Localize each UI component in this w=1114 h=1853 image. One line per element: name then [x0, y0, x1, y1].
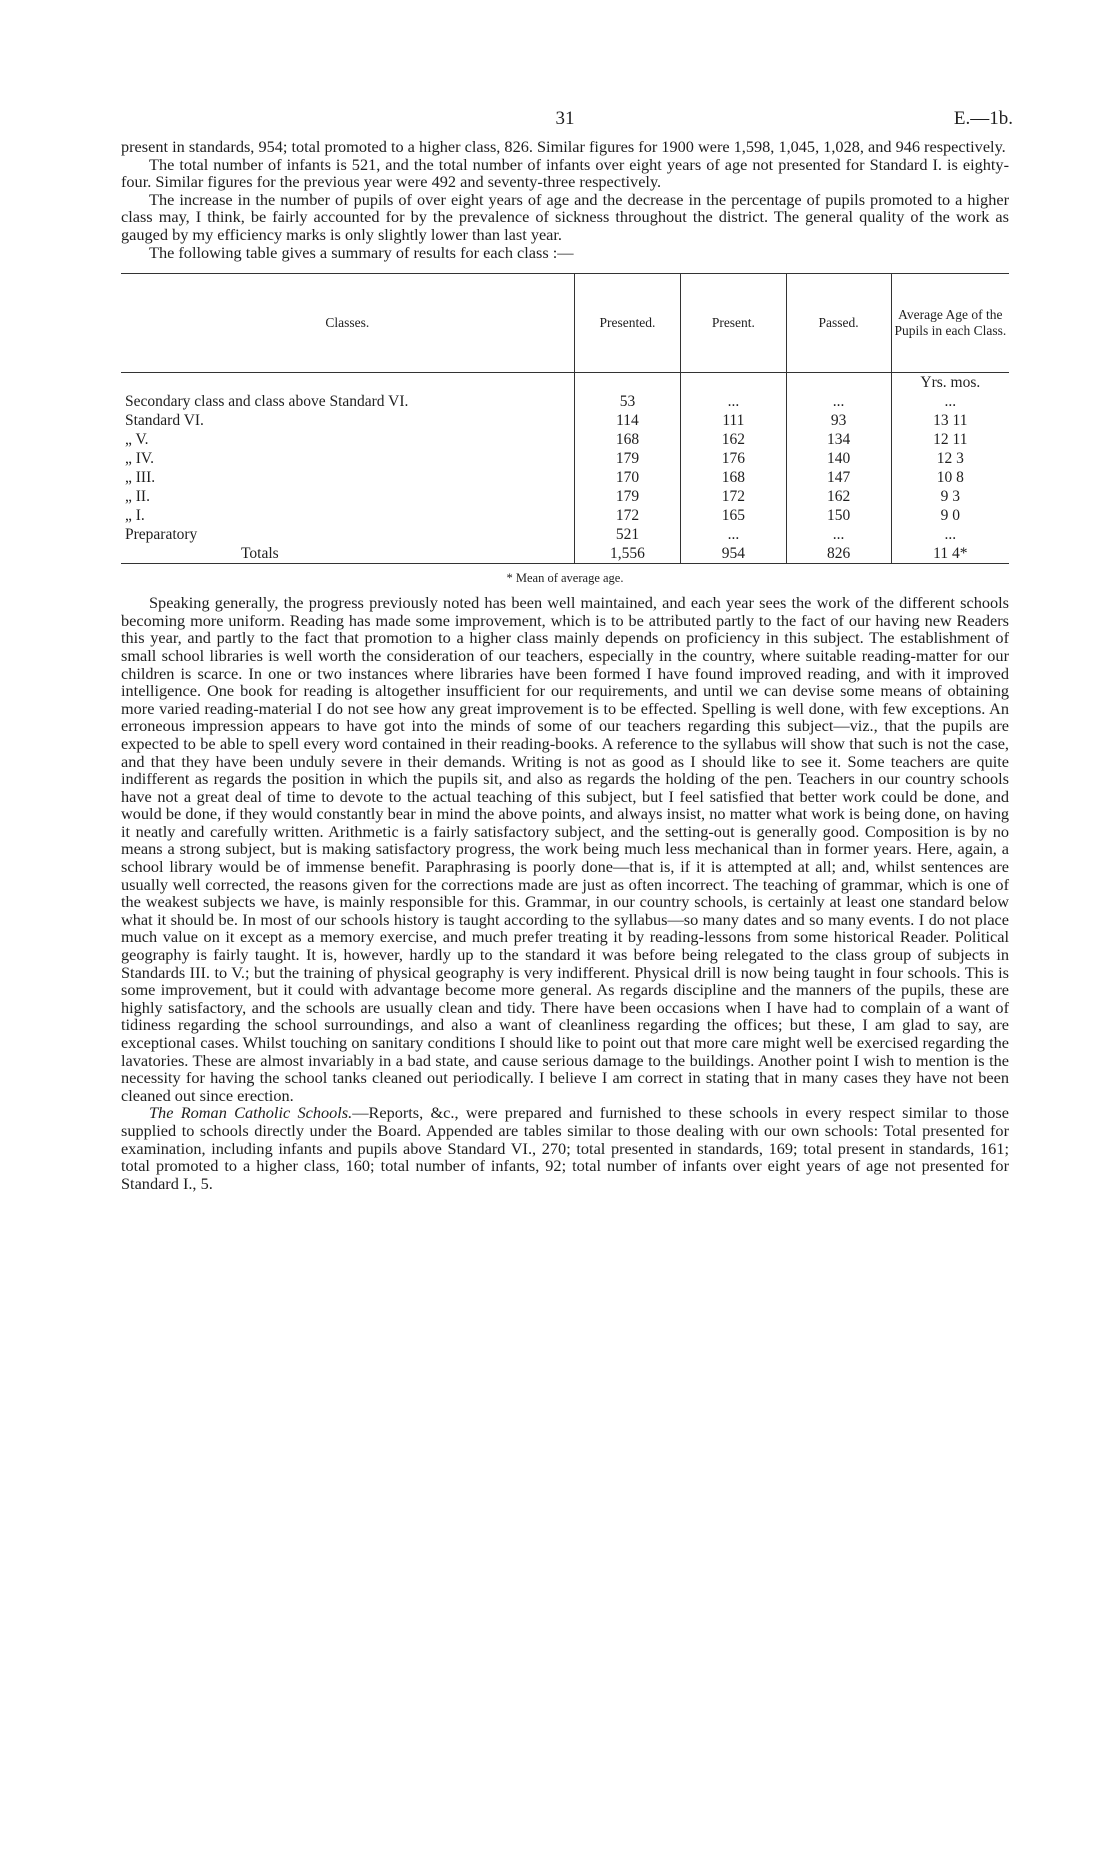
intro-paragraph-3: The increase in the number of pupils of over eight years of age and the decrease in the percentage of pupils promoted to a higher class may, I think, be fairly accounted for by the prevalence of sickness throughout the district. The general quality of the work as gauged by my efficiency marks is only slightly lower than last year. — [121, 189, 1009, 244]
cell-passed: 140 — [786, 449, 891, 468]
cell-passed: ... — [786, 392, 891, 411]
header-average-age: Average Age of the Pupils in each Class. — [891, 274, 1009, 373]
table-header-row — [121, 274, 1009, 373]
table-row — [121, 525, 1009, 544]
cell-age: 12 11 — [891, 430, 1009, 449]
cell-passed: 93 — [786, 411, 891, 430]
row-label: „ IV. — [125, 450, 154, 468]
intro-paragraph-2: The total number of infants is 521, and the total number of infants over eight years of age not presented for Standard I. is eighty-four. Similar figures for the previous year were 492 and seventy-three respectively. — [121, 154, 1009, 192]
roman-catholic-text: —Reports, &c., were prepared and furnished to these schools in every respect similar to those supplied to schools directly under the Board. Appended are tables similar to those dealing with our own schools: Total presented for examination, including infants and pupils above Standard VI., 270; total presented in standards, 169; total present in standards, 161; total promoted to a higher class, 160; total number of infants, 92; total number of infants over eight years of age not presented for Standard I., 5. — [121, 1103, 1009, 1193]
cell-present: ... — [681, 525, 786, 544]
cell-presented: 168 — [574, 430, 680, 449]
results-table — [121, 273, 1009, 564]
cell-present: 172 — [681, 487, 786, 506]
header-present: Present. — [681, 274, 786, 373]
cell-passed: 134 — [786, 430, 891, 449]
totals-row — [121, 544, 1009, 564]
cell-passed: ... — [786, 525, 891, 544]
cell-age: 12 3 — [891, 449, 1009, 468]
roman-catholic-heading: The Roman Catholic Schools. — [149, 1103, 353, 1123]
cell-present: 168 — [681, 468, 786, 487]
cell-age: 10 8 — [891, 468, 1009, 487]
cell-present: 176 — [681, 449, 786, 468]
total-age: 11 4* — [891, 544, 1009, 564]
row-label: „ I. — [125, 507, 145, 525]
table-row — [121, 487, 1009, 506]
table-row — [121, 392, 1009, 411]
total-presented: 1,556 — [574, 544, 680, 564]
cell-age: ... — [891, 392, 1009, 411]
age-units: Yrs. mos. — [891, 373, 1009, 393]
cell-presented: 179 — [574, 487, 680, 506]
table-row — [121, 506, 1009, 525]
cell-age: 9 3 — [891, 487, 1009, 506]
total-present: 954 — [681, 544, 786, 564]
cell-presented: 170 — [574, 468, 680, 487]
cell-passed: 147 — [786, 468, 891, 487]
table-row — [121, 411, 1009, 430]
table-footnote: * Mean of average age. — [506, 571, 624, 586]
header-classes: Classes. — [121, 274, 574, 373]
body-paragraph: Speaking generally, the progress previously noted has been well maintained, and each year sees the work of the different schools becoming more uniform. Reading has made some improvement, which is to be attributed partly to the fact of our having new Readers this year, and partly to the fact that promotion to a higher class mainly depends on proficiency in this subject. The establishment of small school libraries is well worth the consideration of our teachers, especially in the country, where suitable reading-matter for our children is scarce. In one or two instances where libraries have been formed I have found improved reading, and with it improved intelligence. One book for reading is altogether insufficient for our requirements, and until we can devise some means of obtaining more varied reading-material I do not see how any great improvement is to be effected. Spelling is well done, with few exceptions. An erroneous impression appears to have got into the minds of some of our teachers regarding this subject—viz., that the pupils are expected to be able to spell every word contained in their reading-books. A reference to the syllabus will show that such is not the case, and that they have been unduly severe in their demands. Writing is not as good as I should like to see it. Some teachers are quite indifferent as regards the position in which the pupils sit, and also as regards the holding of the pen. Teachers in our country schools have not a great deal of time to devote to the actual teaching of this subject, but I feel satisfied that better work could be done, and would be done, if they would constantly bear in mind the above points, and always insist, no matter what work is being done, on having it neatly and carefully written. Arithmetic is a fairly satisfactory subject, and the setting-out is generally good. Composition is by no means a strong subject, but is making satisfactory progress, the work being much less mechanical than in former years. Here, again, a school library would be of immense benefit. Paraphrasing is poorly done—that is, if it is attempted at all; and, whilst sentences are usually well corrected, the reasons given for the corrections made are just as often incorrect. The teaching of grammar, which is one of the weakest subjects we have, is mainly responsible for this. Grammar, in our country schools, is certainly at least one standard below what it should be. In most of our schools history is taught according to the syllabus—so many dates and so many events. I do not place much value on it except as a memory exercise, and much prefer treating it by reading-lessons from some historical Reader. Political geography is fairly taught. It is, however, hardly up to the standard it was before being relegated to the class group of subjects in Standards III. to V.; but the training of physical geography is very indifferent. Physical drill is now being taught in four schools. This is some improvement, but it could with advantage become more general. As regards discipline and the manners of the pupils, these are highly satisfactory, and the schools are usually clean and tidy. There have been occasions when I have had to complain of a want of tidiness regarding the school surroundings, and also a want of cleanliness regarding the offices; but these, I am glad to say, are exceptional cases. Whilst touching on sanitary conditions I should like to point out that more care might well be exercised regarding the lavatories. These are almost invariably in a bad state, and cause serious damage to the buildings. Another point I wish to mention is the necessity for having the school tanks cleaned out periodically. I believe I am correct in stating that in many cases they have not been cleaned out since erection. — [121, 593, 1009, 1105]
intro-paragraph-1: present in standards, 954; total promoted to a higher class, 826. Similar figures for 1900 were 1,598, 1,045, 1,028, and 946 respectively. — [121, 137, 1006, 156]
total-passed: 826 — [786, 544, 891, 564]
cell-present: 162 — [681, 430, 786, 449]
cell-age: 9 0 — [891, 506, 1009, 525]
cell-age: 13 11 — [891, 411, 1009, 430]
cell-passed: 162 — [786, 487, 891, 506]
row-label: „ II. — [125, 488, 150, 506]
totals-label: Totals — [121, 544, 574, 564]
page-header — [121, 108, 1013, 138]
row-label: Standard VI. — [125, 412, 204, 430]
cell-presented: 172 — [574, 506, 680, 525]
cell-presented: 179 — [574, 449, 680, 468]
cell-passed: 150 — [786, 506, 891, 525]
units-row — [121, 373, 1009, 393]
cell-present: ... — [681, 392, 786, 411]
header-presented: Presented. — [574, 274, 680, 373]
roman-catholic-paragraph — [121, 1104, 1009, 1192]
cell-presented: 53 — [574, 392, 680, 411]
header-passed: Passed. — [786, 274, 891, 373]
cell-present: 111 — [681, 411, 786, 430]
row-label: Preparatory — [125, 526, 198, 544]
table-row — [121, 430, 1009, 449]
table-row — [121, 449, 1009, 468]
cell-presented: 114 — [574, 411, 680, 430]
cell-present: 165 — [681, 506, 786, 525]
table-row — [121, 468, 1009, 487]
document-page — [121, 108, 1013, 1193]
cell-age: ... — [891, 525, 1009, 544]
row-label: „ V. — [125, 431, 149, 449]
table-intro: The following table gives a summary of results for each class :— — [149, 242, 574, 262]
cell-presented: 521 — [574, 525, 680, 544]
document-reference: E.—1b. — [953, 108, 1013, 129]
page-number: 31 — [555, 108, 575, 129]
row-label: Secondary class and class above Standard VI. — [125, 393, 409, 411]
row-label: „ III. — [125, 469, 156, 487]
